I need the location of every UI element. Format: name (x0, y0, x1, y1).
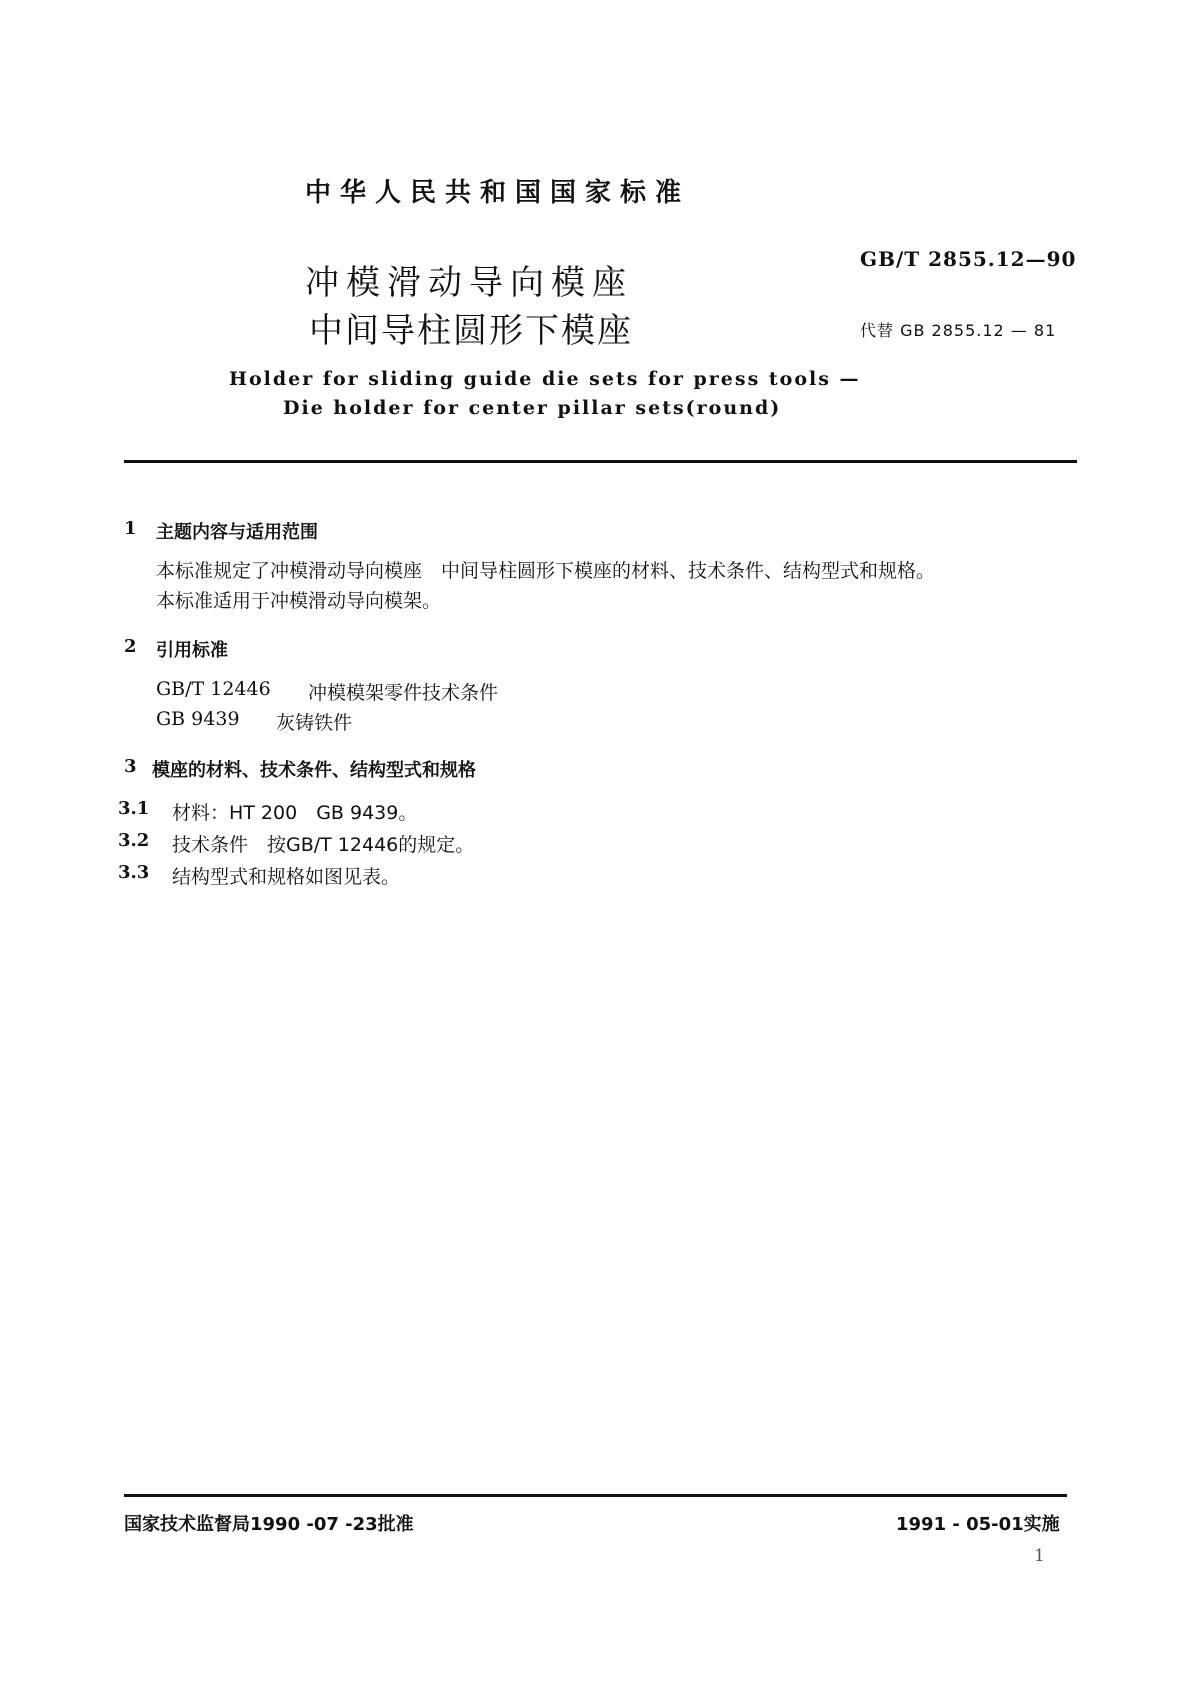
section-1-paragraph-2: 本标准适用于冲模滑动导向模架。 (156, 590, 442, 612)
reference-2-code: GB 9439 (156, 708, 240, 730)
section-1-number: 1 (124, 518, 137, 539)
reference-1-name: 冲模模架零件技术条件 (308, 682, 499, 704)
reference-1-code: GB/T 12446 (156, 678, 271, 700)
subsection-3-2-number: 3.2 (118, 830, 150, 851)
section-1-title: 主题内容与适用范围 (156, 522, 318, 543)
title-en-line1: Holder for sliding guide die sets for press tools — (229, 368, 861, 390)
title-cn-line1: 冲模滑动导向模座 (305, 263, 633, 303)
implementation-date: 1991 - 05-01实施 (896, 1514, 1060, 1535)
subsection-3-3-number: 3.3 (118, 862, 150, 883)
section-1-paragraph-1: 本标准规定了冲模滑动导向模座 中间导柱圆形下模座的材料、技术条件、结构型式和规格。 (156, 560, 936, 582)
footer-divider (124, 1494, 1067, 1497)
replaces-standard: 代替 GB 2855.12 — 81 (860, 321, 1057, 340)
section-3-title: 模座的材料、技术条件、结构型式和规格 (152, 760, 476, 781)
subsection-3-2-text: 技术条件 按GB/T 12446的规定。 (172, 834, 475, 856)
reference-2-name: 灰铸铁件 (276, 712, 353, 734)
section-3-number: 3 (124, 756, 137, 777)
section-2-number: 2 (124, 636, 137, 657)
section-2-title: 引用标准 (156, 640, 228, 661)
subsection-3-1-text: 材料：HT 200 GB 9439。 (172, 802, 418, 824)
subsection-3-1-number: 3.1 (118, 798, 150, 819)
title-en-line2: Die holder for center pillar sets(round) (283, 397, 782, 419)
subsection-3-3-text: 结构型式和规格如图见表。 (172, 866, 401, 888)
standard-code: GB/T 2855.12—90 (860, 247, 1077, 271)
page-number: 1 (1034, 1546, 1045, 1566)
national-standard-heading: 中华人民共和国国家标准 (305, 178, 691, 208)
approval-date: 国家技术监督局1990 -07 -23批准 (124, 1514, 414, 1535)
header-divider (124, 460, 1077, 463)
title-cn-line2: 中间导柱圆形下模座 (309, 311, 633, 351)
